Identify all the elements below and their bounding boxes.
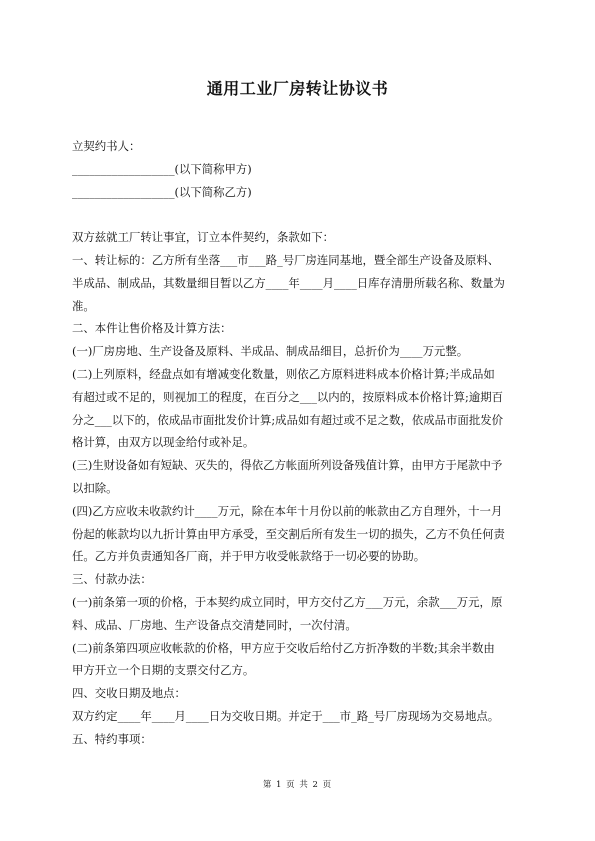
spacer — [72, 203, 528, 226]
clause-heading: 五、特约事项： — [72, 731, 152, 746]
clause-line: 甲方开立一个日期的支票交付乙方。 — [72, 663, 255, 678]
clause-line: (三)生财设备如有短缺、灭失的，得依乙方帐面所列设备残值计算，由甲方于尾款中予 — [72, 458, 503, 473]
clause-line: (一)厂房房地、生产设备及原料、半成品、制成品细目，总折价为____万元整。 — [72, 344, 469, 359]
preamble: 双方兹就工厂转让事宜，订立本件契约，条款如下： — [72, 230, 334, 245]
clause-line: 料、成品、厂房地、生产设备点交清楚同时，一次付清。 — [72, 617, 357, 632]
clause-line: (四)乙方应收未收款约计____万元，除在本年十月份以前的帐款由乙方自理外，十一月 — [72, 503, 503, 518]
clause-line: 以扣除。 — [72, 480, 118, 495]
clause-heading: 三、付款办法： — [72, 572, 152, 587]
clause-line: 准。 — [72, 298, 95, 313]
clause-line: 半成品、制成品，其数量细目暂以乙方____年____月____日库存清册所载名称、数量为 — [72, 275, 505, 290]
clause-line: 有超过或不足的，则视加工的程度，在百分之___以内的，按原料成本价格计算;逾期百 — [72, 389, 503, 404]
clause-heading: 二、本件让售价格及计算方法： — [72, 321, 232, 336]
clause-line: 任。乙方并负责通知各厂商，并于甲方收受帐款络于一切必要的协助。 — [72, 549, 426, 564]
party-a-line: __________________(以下简称甲方) — [72, 161, 252, 176]
clause-line: 分之___以下的，依成品市面批发价计算;成品如有超过或不足之数，依成品市面批发价 — [72, 412, 503, 427]
document-title: 通用工业厂房转让协议书 — [206, 79, 389, 98]
clause-line: 双方约定____年____月____日为交收日期。并定于___市_路_号厂房现场为交易地点。 — [72, 708, 500, 723]
parties-label: 立契约书人： — [72, 139, 141, 153]
clause-line: (二)前条第四项应收帐款的价格，甲方应于交收后给付乙方折净数的半数;其余半数由 — [72, 640, 495, 655]
clause-line: (二)上列原料，经盘点如有增减变化数量，则依乙方原料进料成本价格计算;半成品如 — [72, 366, 495, 381]
clause-line: 格计算，由双方以现金给付或补足。 — [72, 435, 255, 450]
party-b-line: __________________(以下简称乙方) — [72, 184, 252, 199]
clause-heading: 四、交收日期及地点： — [72, 686, 186, 701]
clause-line: 一、转让标的：乙方所有坐落___市___路_号厂房连同基地，暨全部生产设备及原料、 — [72, 252, 500, 267]
document-body — [72, 135, 528, 751]
clause-line: (一)前条第一项的价格，于本契约成立同时，甲方交付乙方___万元，余款___万元，原 — [72, 594, 503, 609]
page-footer: 第 1 页 共 2 页 — [262, 780, 333, 790]
clause-line: 份起的帐款均以九折计算由甲方承受，至交割后所有发生一切的损失，乙方不负任何责 — [72, 526, 505, 541]
